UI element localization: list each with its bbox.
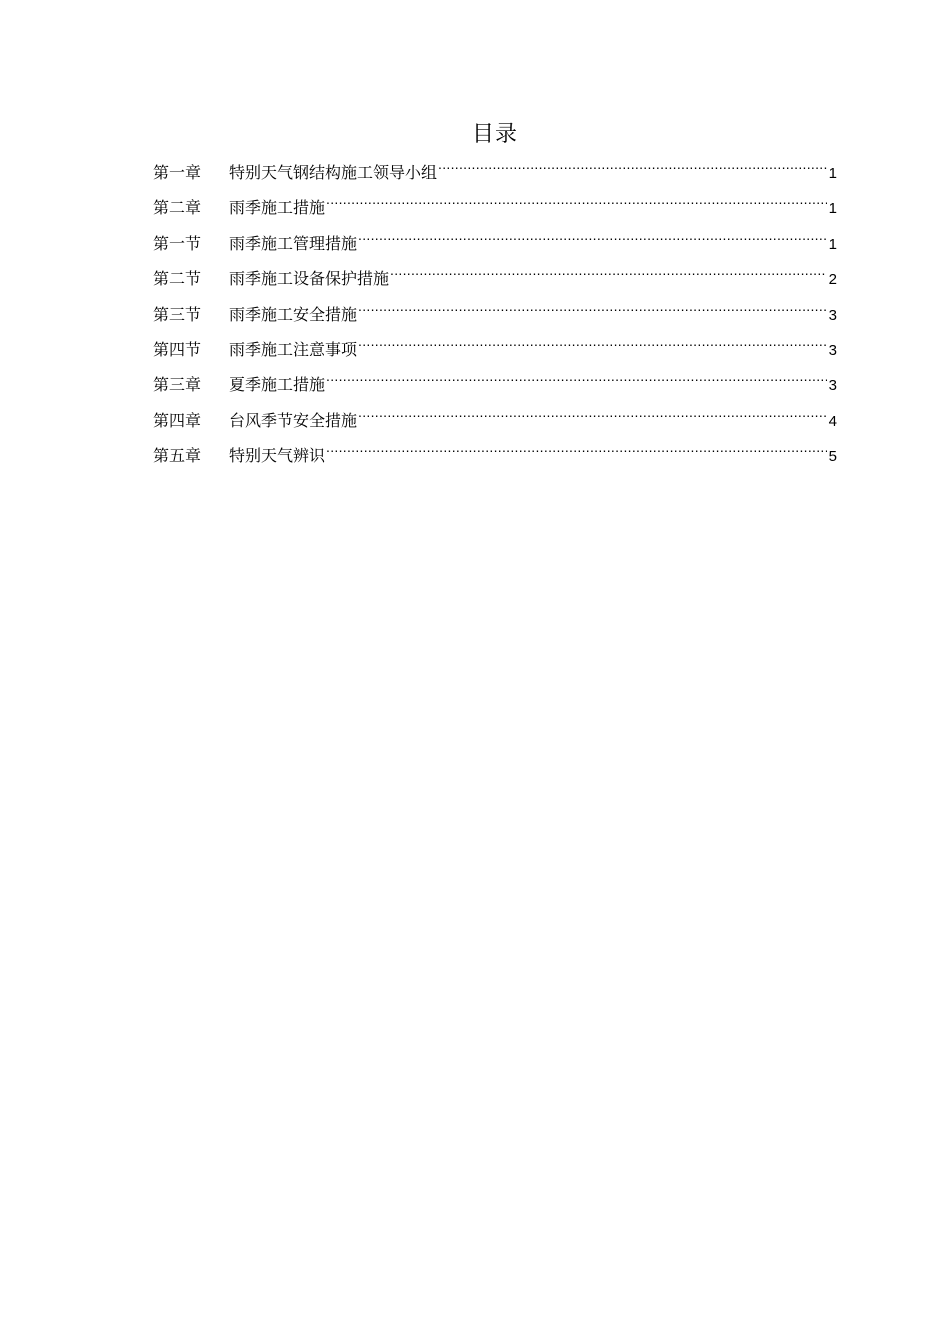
toc-entry-page: 1 [828, 235, 837, 253]
toc-entry-label: 特别天气辨识 [229, 446, 326, 466]
toc-entry-number: 第四节 [153, 339, 202, 359]
toc-dot-leader [358, 304, 827, 320]
toc-entry-page: 1 [828, 200, 837, 218]
toc-entry[interactable] [153, 405, 837, 440]
toc-entry-label: 台风季节安全措施 [229, 410, 358, 430]
toc-entry-number: 第三节 [153, 304, 202, 324]
toc-entry[interactable] [153, 299, 837, 334]
toc-entry-label: 雨季施工安全措施 [229, 304, 358, 324]
toc-entry-page: 1 [828, 165, 837, 182]
toc-entry-page: 3 [828, 377, 837, 395]
toc-dot-leader [326, 197, 827, 213]
toc-entry-label: 雨季施工设备保护措施 [229, 269, 390, 289]
toc-title: 目录 [471, 122, 518, 147]
toc-entry[interactable] [153, 263, 837, 298]
toc-dot-leader [390, 268, 827, 284]
toc-entry-label: 雨季施工注意事项 [229, 339, 358, 359]
toc-dot-leader [358, 339, 827, 355]
toc-entry[interactable] [153, 440, 837, 475]
toc-entry-number: 第一章 [153, 163, 202, 182]
toc-dot-leader [326, 445, 827, 461]
toc-entry[interactable] [153, 228, 837, 263]
toc-entry-label: 雨季施工管理措施 [229, 233, 358, 253]
toc-dot-leader [358, 233, 827, 249]
toc-entry-number: 第二章 [153, 198, 202, 218]
toc-entry-page: 3 [828, 341, 837, 359]
toc-entry-page: 2 [828, 271, 837, 289]
toc-entry-number: 第四章 [153, 410, 202, 430]
toc-entry-page: 5 [828, 448, 837, 466]
toc-dot-leader [358, 410, 827, 426]
toc-entry[interactable] [153, 192, 837, 227]
toc-entry[interactable] [153, 334, 837, 369]
toc-entry-label: 雨季施工措施 [229, 198, 326, 218]
toc-dot-leader [438, 162, 827, 178]
toc-entry-number: 第一节 [153, 233, 202, 253]
toc-entry-page: 4 [828, 412, 837, 430]
toc-entry[interactable] [153, 369, 837, 404]
toc-entry[interactable] [153, 157, 837, 192]
toc-entry-page: 3 [828, 306, 837, 324]
toc-entry-label: 特别天气钢结构施工领导小组 [229, 163, 438, 182]
toc-entry-number: 第二节 [153, 269, 202, 289]
toc-entry-number: 第五章 [153, 446, 202, 466]
toc-entry-number: 第三章 [153, 375, 202, 395]
toc-list [153, 157, 837, 476]
toc-entry-label: 夏季施工措施 [229, 375, 326, 395]
toc-dot-leader [326, 374, 827, 390]
